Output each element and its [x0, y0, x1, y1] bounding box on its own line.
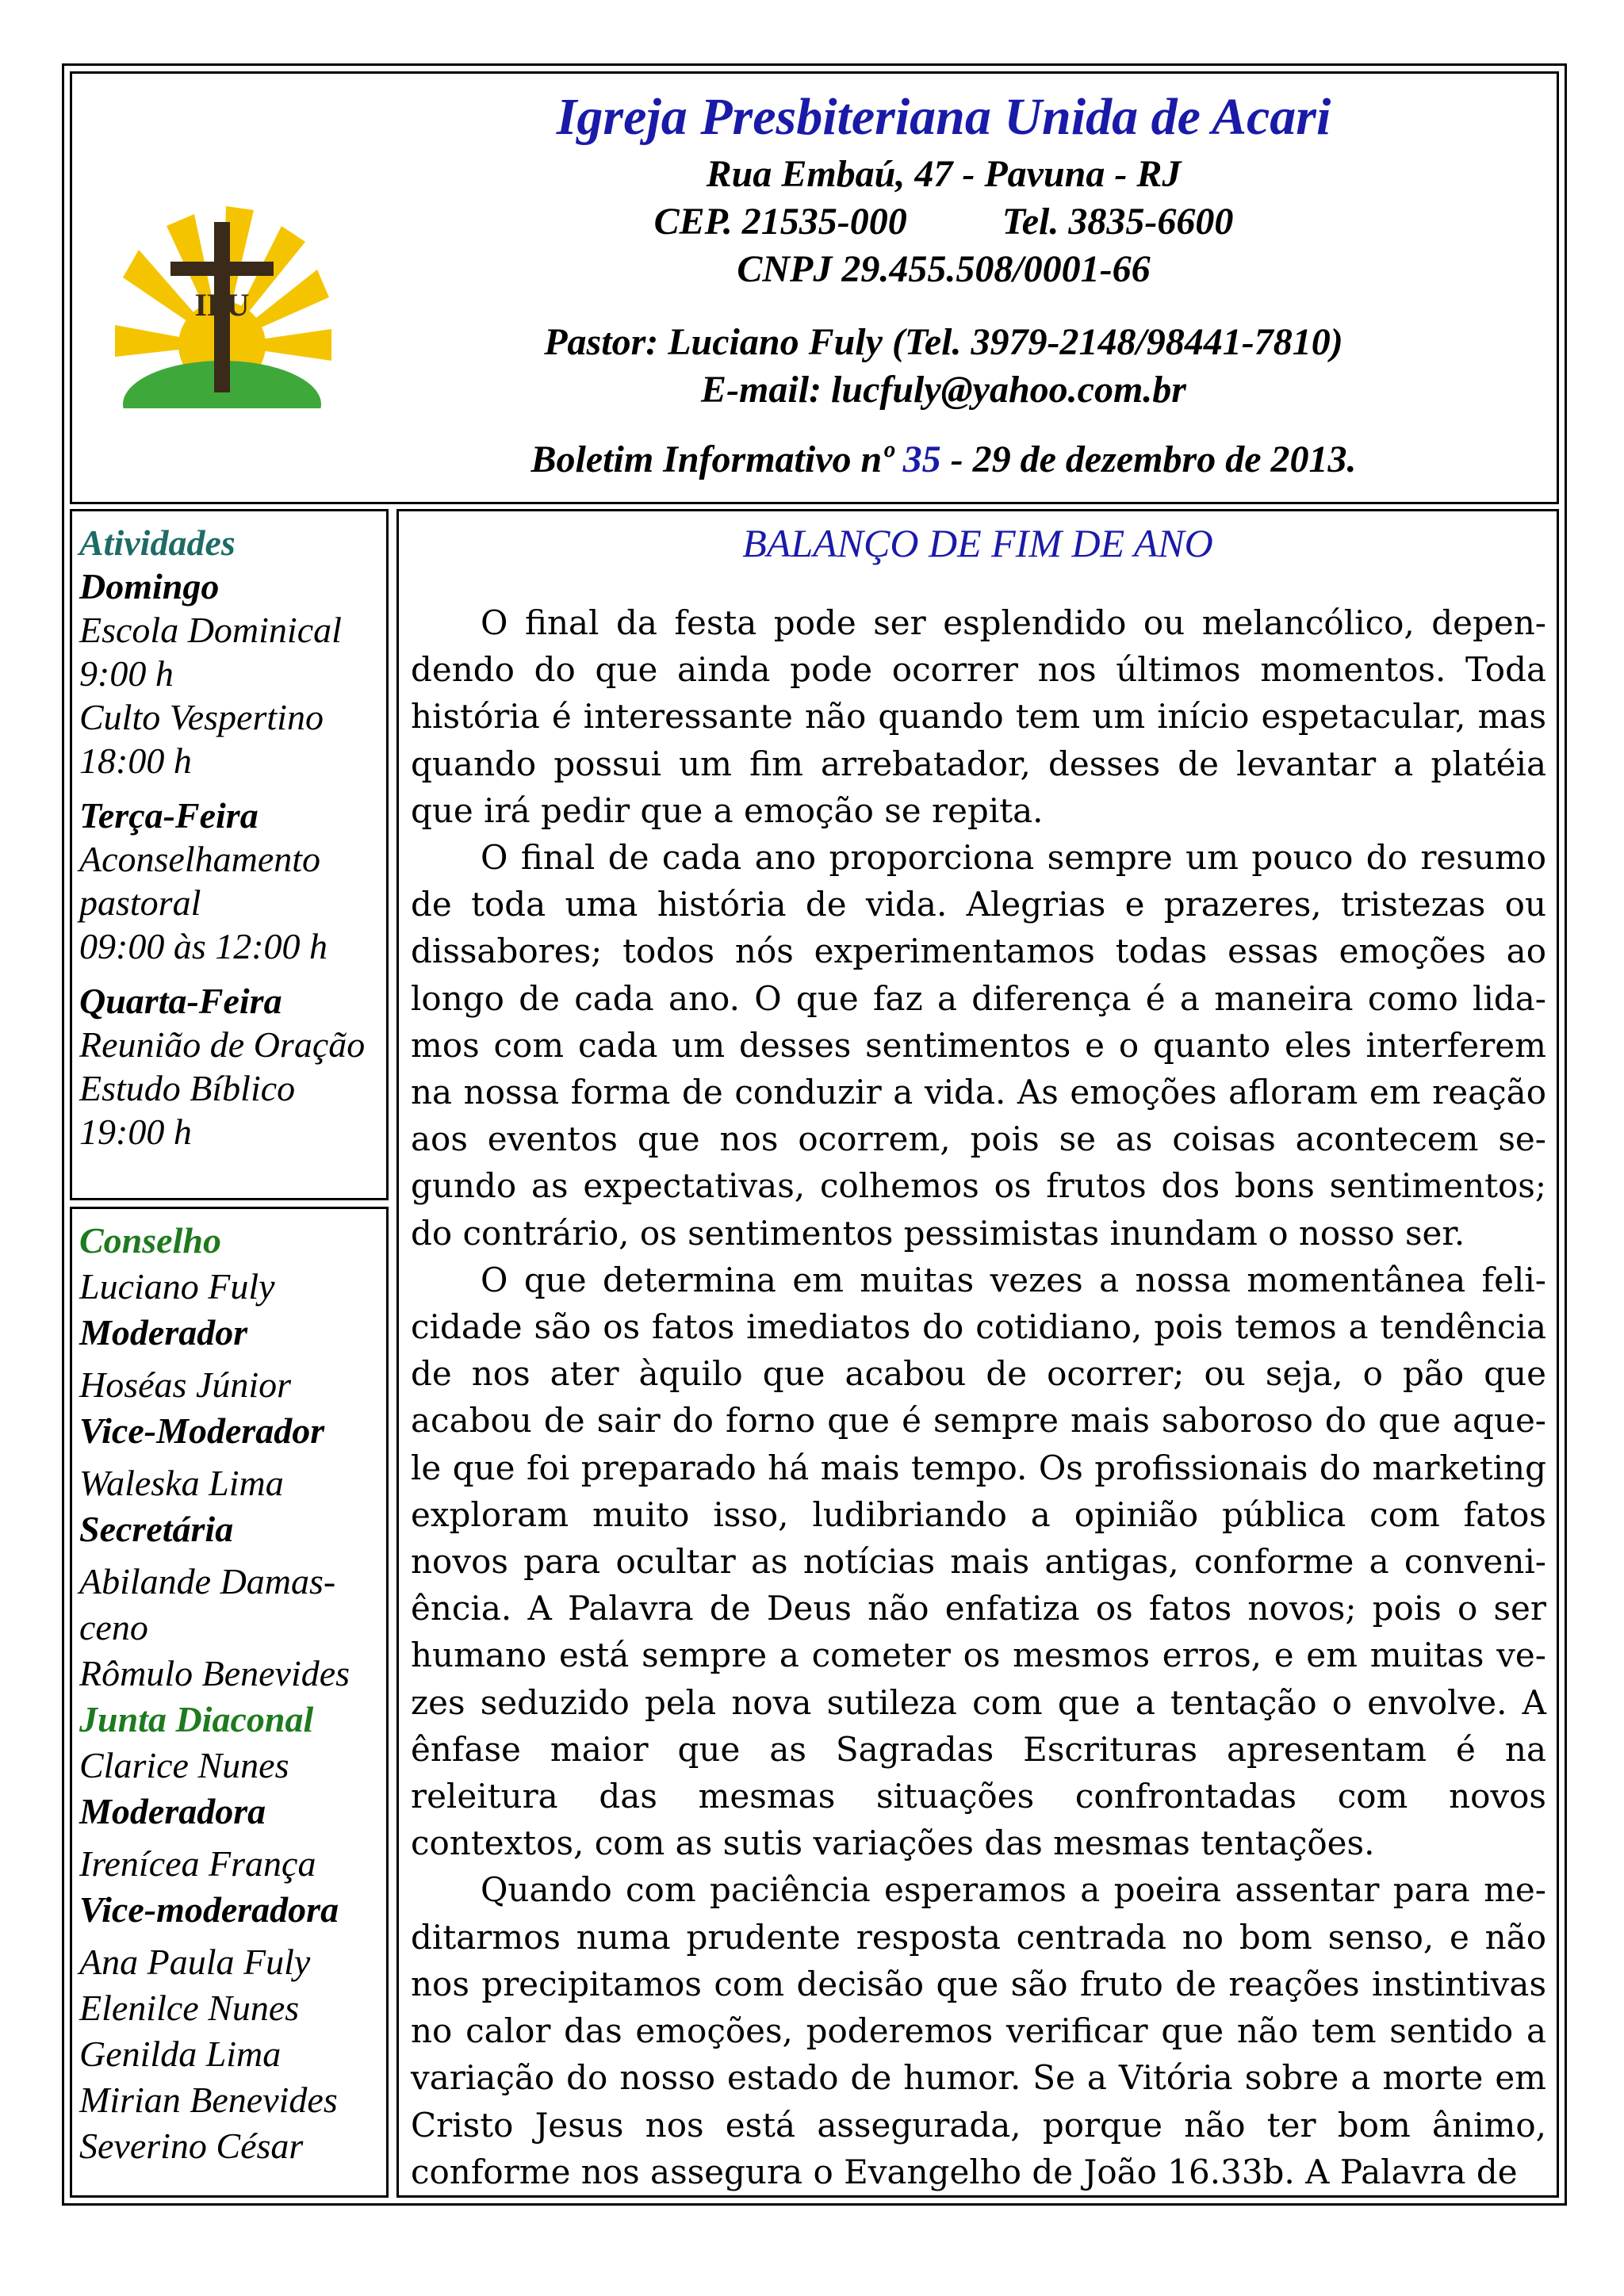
church-logo [103, 174, 341, 428]
article-paragraph: O que determina em muitas vezes a nossa momentânea felicidade são os fatos imediatos do cotidiano, pois temos a tendência de nos ater àquilo que acabou de ocorrer; ou seja, o pão que acabou de sair do forno que é sempre mais saboroso do que aquele que foi preparado há mais tempo. Os profissionais do marketing exploram muito isso, ludibriando a opinião pública com fatos novos para ocultar as notícias mais antigas, conforme a conveniência. A Palavra de Deus não enfatiza os fatos novos; pois o ser humano está sempre a cometer os mesmos erros, e em muitas vezes seduzido pela nova sutileza com que a tentação o envolve. A ênfase maior que as Sagradas Escrituras apresentam é na releitura das mesmas situações confrontadas com novos contextos, com as sutis variações das mesmas tentações. [411, 1260, 1546, 1863]
bulletin-date: - 29 de dezembro de 2013. [950, 438, 1357, 480]
activity-time: 9:00 h [79, 653, 174, 694]
member-name: Irenícea França [79, 1843, 316, 1884]
pastor-line: Pastor: Luciano Fuly (Tel. 3979-2148/98441-7810) [544, 321, 1343, 363]
article-body [411, 599, 1546, 2195]
activity-evening-service: Culto Vespertino [79, 697, 324, 737]
deacons-heading: Junta Diaconal [79, 1699, 314, 1739]
member-role: Secretária [79, 1509, 234, 1549]
bulletin-line [428, 438, 1459, 481]
member-name: Mirian Benevides [79, 2080, 338, 2120]
activity-counseling: Aconselhamento [79, 839, 321, 879]
member-role: Moderador [79, 1312, 248, 1353]
member-name: Clarice Nunes [79, 1745, 289, 1785]
member-role: Moderadora [79, 1791, 266, 1831]
email-line: E-mail: lucfuly@yahoo.com.br [701, 369, 1186, 411]
activity-bible-study: Estudo Bíblico [79, 1068, 296, 1108]
article-paragraph: Quando com paciência esperamos a poeira assentar para meditarmos numa prudente resposta centrada no bom senso, e não nos precipitamos com decisão que são fruto de reações instintivas no calor das emoções, poderemos verificar que não tem sentido a variação do nosso estado de humor. Se a Vitória sobre a morte em Cristo Jesus nos está assegurada, porque não ter bom ânimo, conforme nos assegura o Evangelho de João 16.33b. A Palavra de [411, 1870, 1546, 2191]
article-paragraph: O final de cada ano proporciona sempre um pouco do resumo de toda uma história de vida. Alegrias e prazeres, tristezas ou dissabores; todos nós experimentamos todas essas emoções ao longo de cada ano. O que faz a diferença é a maneira como lidamos com cada um desses sentimentos e o quanto eles interferem na nossa forma de conduzir a vida. As emoções afloram em reação aos eventos que nos ocorrem, pois se as coisas acontecem segundo as expectativas, colhemos os frutos dos bons sentimentos; do contrário, os sentimentos pessimistas inundam o nosso ser. [411, 838, 1546, 1253]
address-street: Rua Embaú, 47 - Pavuna - RJ [706, 153, 1182, 195]
bulletin-number: 35 [902, 438, 941, 480]
member-name: Severino César [79, 2126, 304, 2166]
member-name: Ana Paula Fuly [79, 1942, 311, 1982]
bulletin-prefix: Boletim Informativo nº [530, 438, 894, 480]
activity-time: 09:00 às 12:00 h [79, 926, 328, 966]
activity-sunday-school: Escola Dominical [79, 610, 342, 650]
address-cep-tel [428, 200, 1459, 243]
activities-heading: Atividades [79, 522, 236, 563]
activity-time: 18:00 h [79, 740, 192, 781]
day-tuesday: Terça-Feira [79, 795, 259, 836]
member-name: Elenilce Nunes [79, 1988, 300, 2028]
member-role: Vice-moderadora [79, 1889, 339, 1930]
cep: CEP. 21535-000 [653, 201, 907, 243]
church-name: Igreja Presbiteriana Unida de Acari [556, 88, 1331, 146]
activity-time: 19:00 h [79, 1112, 192, 1152]
activity-counseling-cont: pastoral [79, 882, 201, 923]
member-role: Vice-Moderador [79, 1410, 325, 1451]
member-name: Luciano Fuly [79, 1266, 275, 1307]
cnpj: CNPJ 29.455.508/0001-66 [737, 248, 1151, 290]
logo-text: IPU [194, 287, 250, 323]
council-list [79, 1218, 350, 2169]
council-heading: Conselho [79, 1220, 221, 1261]
member-name: Rômulo Benevides [79, 1653, 350, 1693]
article-paragraph: O final da festa pode ser esplendido ou melancólico, dependendo do que ainda pode ocorrer nos últimos momentos. Toda história é interessante não quando tem um início espetacular, mas quando possui um fim arrebatador, desses de levantar a platéia que irá pedir que a emoção se repita. [411, 603, 1546, 830]
activity-prayer: Reunião de Oração [79, 1024, 366, 1065]
article-title: BALANÇO DE FIM DE ANO [742, 521, 1213, 565]
member-name: Abilande Damas- [79, 1561, 336, 1601]
member-name-cont: ceno [79, 1607, 148, 1647]
activities-list [79, 521, 365, 1154]
member-name: Hoséas Júnior [79, 1364, 292, 1405]
member-name: Waleska Lima [79, 1463, 284, 1503]
day-wednesday: Quarta-Feira [79, 981, 282, 1021]
telephone: Tel. 3835-6600 [1002, 201, 1234, 243]
member-name: Genilda Lima [79, 2034, 282, 2074]
day-sunday: Domingo [79, 566, 220, 607]
